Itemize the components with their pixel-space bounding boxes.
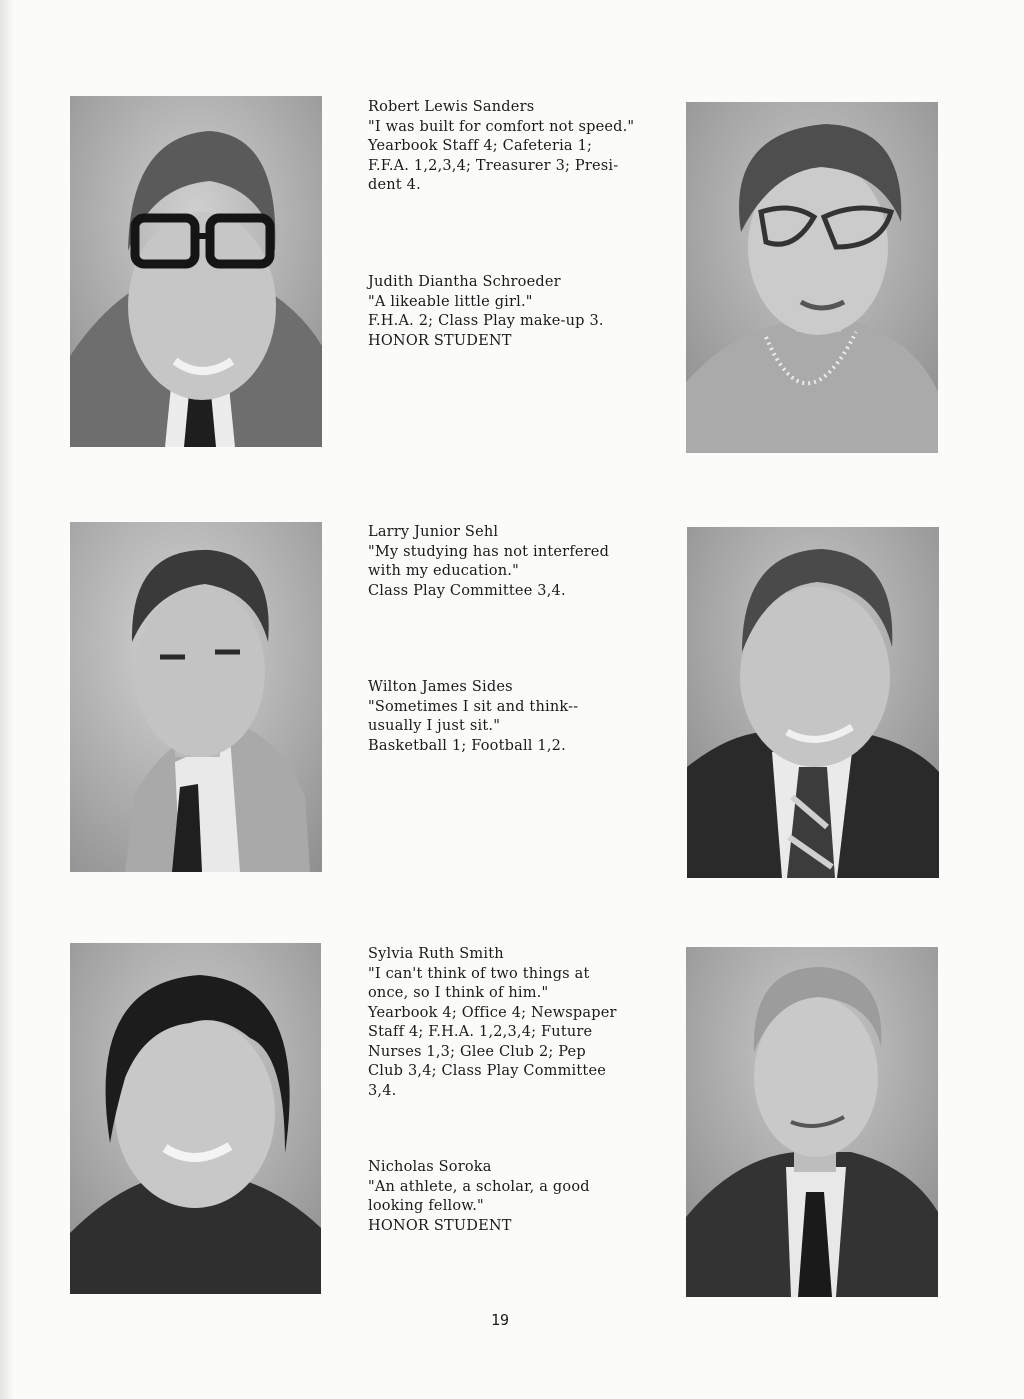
student-activities: Yearbook 4; Office 4; Newspaper (368, 1004, 617, 1021)
portrait-judith-schroeder (686, 102, 938, 453)
student-quote: usually I just sit." (368, 718, 501, 734)
student-name: Larry Junior Sehl (368, 524, 499, 540)
student-quote: once, so I think of him." (368, 985, 549, 1001)
student-activities: Club 3,4; Class Play Committee (368, 1063, 606, 1079)
student-quote: "My studying has not interfered (368, 543, 610, 560)
student-quote: with my education." (368, 563, 519, 579)
student-quote: "An athlete, a scholar, a good (368, 1178, 590, 1195)
page-number: 19 (490, 1311, 510, 1329)
portrait-wilton-sides (687, 527, 939, 878)
student-activities: F.H.A. 2; Class Play make-up 3. (368, 313, 604, 329)
page-gutter-shadow (0, 0, 14, 1399)
student-activities: Basketball 1; Football 1,2. (368, 737, 566, 754)
student-name: Nicholas Soroka (368, 1159, 492, 1175)
student-entry (368, 523, 658, 601)
portrait-nicholas-soroka (686, 947, 938, 1297)
student-quote: "A likeable little girl." (368, 293, 533, 310)
student-quote: "Sometimes I sit and think-- (368, 698, 579, 715)
student-name: Wilton James Sides (368, 679, 513, 695)
student-activities: F.F.A. 1,2,3,4; Treasurer 3; Presi- (368, 157, 619, 174)
student-honor: HONOR STUDENT (368, 332, 512, 349)
student-activities: Class Play Committee 3,4. (368, 582, 566, 599)
student-quote: looking fellow." (368, 1198, 484, 1214)
student-name: Judith Diantha Schroeder (368, 274, 561, 290)
student-honor: HONOR STUDENT (368, 1217, 512, 1234)
student-activities: Nurses 1,3; Glee Club 2; Pep (368, 1043, 586, 1060)
student-quote: "I can't think of two things at (368, 965, 590, 982)
student-entry (368, 678, 658, 756)
student-quote: "I was built for comfort not speed." (368, 118, 635, 135)
student-name: Sylvia Ruth Smith (368, 946, 504, 962)
student-activities: Yearbook Staff 4; Cafeteria 1; (368, 138, 593, 154)
student-entry (368, 98, 658, 196)
student-entry (368, 1158, 658, 1236)
student-entry (368, 273, 658, 351)
student-entry (368, 945, 658, 1101)
portrait-robert-sanders (70, 96, 322, 447)
student-activities: Staff 4; F.H.A. 1,2,3,4; Future (368, 1024, 593, 1040)
student-activities: 3,4. (368, 1082, 397, 1099)
student-name: Robert Lewis Sanders (368, 99, 535, 115)
portrait-larry-sehl (70, 522, 322, 872)
student-activities: dent 4. (368, 177, 421, 193)
portrait-sylvia-smith (70, 943, 321, 1294)
